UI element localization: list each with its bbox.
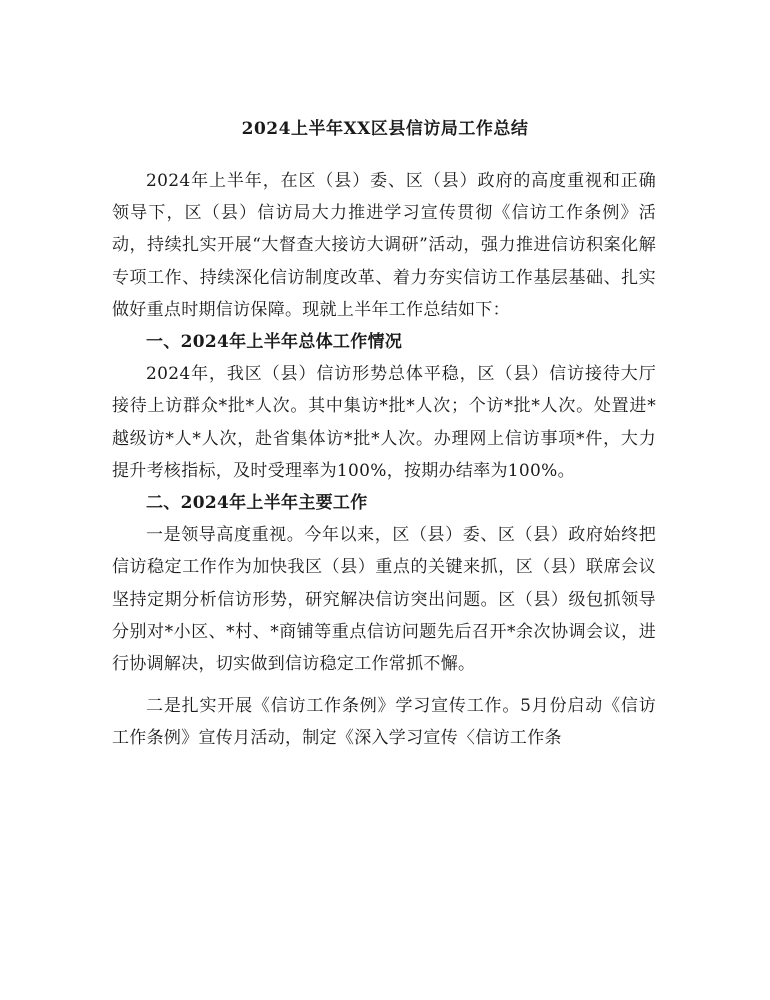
paragraph-gap [112, 680, 656, 690]
section-heading-main-work: 二、2024年上半年主要工作 [146, 493, 368, 514]
work-item-regulation-publicity: 二是扎实开展《信访工作条例》学习宣传工作。5月份启动《信访工作条例》宣传月活动，制定《深入学习宣传〈信访工作条 [112, 696, 656, 749]
work-item-leadership: 一是领导高度重视。今年以来，区（县）委、区（县）政府始终把信访稳定工作作为加快我区（县）重点的关键来抓，区（县）联席会议坚持定期分析信访形势，研究解决信访突出问题。区（县）级包抓领导分别对*小区、*村、*商铺等重点信访问题先后召开*余次协调会议，进行协调解决，切实做到信访稳定工作常抓不懈。 [112, 525, 656, 675]
overview-paragraph: 2024年，我区（县）信访形势总体平稳，区（县）信访接待大厅接待上访群众*批*人次。其中集访*批*人次；个访*批*人次。处置进*越级访*人*人次，赴省集体访*批*人次。办理网上信访事项*件，大力提升考核指标，及时受理率为100%，按期办结率为100%。 [112, 364, 656, 481]
document-title: 2024上半年XX区县信访局工作总结 [241, 119, 529, 139]
document-body [112, 165, 656, 755]
intro-paragraph: 2024年上半年，在区（县）委、区（县）政府的高度重视和正确领导下，区（县）信访局大力推进学习宣传贯彻《信访工作条例》活动，持续扎实开展“大督查大接访大调研”活动，强力推进信访积案化解专项工作、持续深化信访制度改革、着力夯实信访工作基层基础、扎实做好重点时期信访保障。现就上半年工作总结如下： [112, 171, 656, 320]
section-heading-overall: 一、2024年上半年总体工作情况 [146, 332, 403, 353]
